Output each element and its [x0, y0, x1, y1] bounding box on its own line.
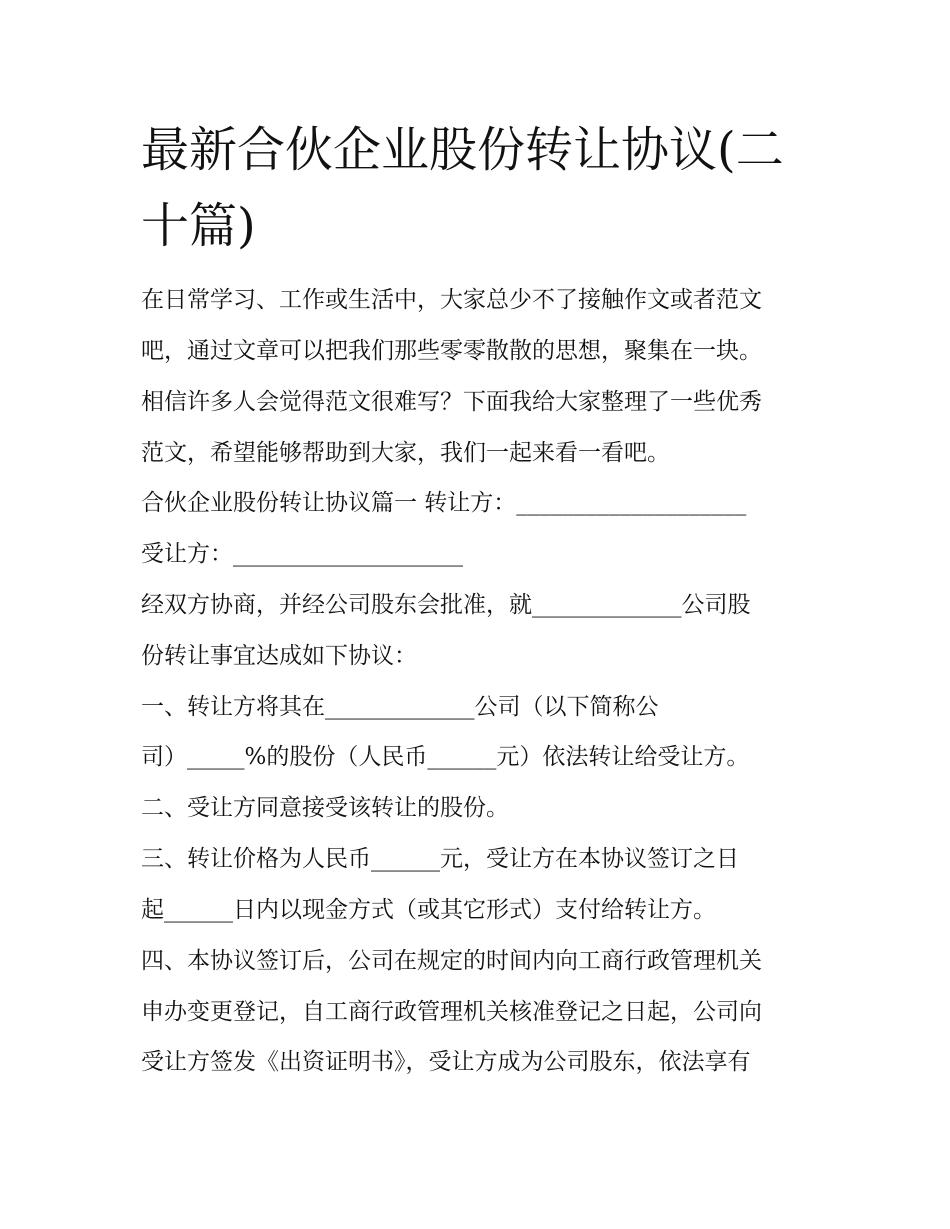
transferee-line: 受让方：____________________	[141, 541, 463, 567]
paragraph-line: 相信许多人会觉得范文很难写？下面我给大家整理了一些优秀	[141, 389, 762, 415]
document-title: 最新合伙企业股份转让协议(二十篇)	[141, 122, 784, 254]
agreement-heading-line: 合伙企业股份转让协议篇一 转让方：____________________	[141, 490, 747, 516]
paragraph-line: 吧，通过文章可以把我们那些零零散散的思想，聚集在一块。	[141, 338, 762, 364]
clause-line: 受让方签发《出资证明书》，受让方成为公司股东，依法享有	[141, 1049, 751, 1075]
clause-line: 司）_____%的股份（人民币______元）依法转让给受让方。	[141, 744, 750, 770]
paragraph-line: 在日常学习、工作或生活中，大家总少不了接触作文或者范文	[141, 287, 762, 313]
clause-line: 起______日内以现金方式（或其它形式）支付给转让方。	[141, 897, 716, 923]
clause-line: 四、本协议签订后，公司在规定的时间内向工商行政管理机关	[141, 948, 762, 974]
clause-line: 二、受让方同意接受该转让的股份。	[141, 795, 509, 821]
paragraph-line: 范文，希望能够帮助到大家，我们一起来看一看吧。	[141, 440, 670, 466]
paragraph-line: 份转让事宜达成如下协议：	[141, 643, 417, 669]
paragraph-line: 经双方协商，并经公司股东会批准，就_____________公司股	[141, 592, 751, 618]
clause-line: 三、转让价格为人民币______元，受让方在本协议签订之日	[141, 846, 739, 872]
clause-line: 一、转让方将其在_____________公司（以下简称公	[141, 694, 659, 720]
clause-line: 申办变更登记，自工商行政管理机关核准登记之日起，公司向	[141, 999, 762, 1025]
